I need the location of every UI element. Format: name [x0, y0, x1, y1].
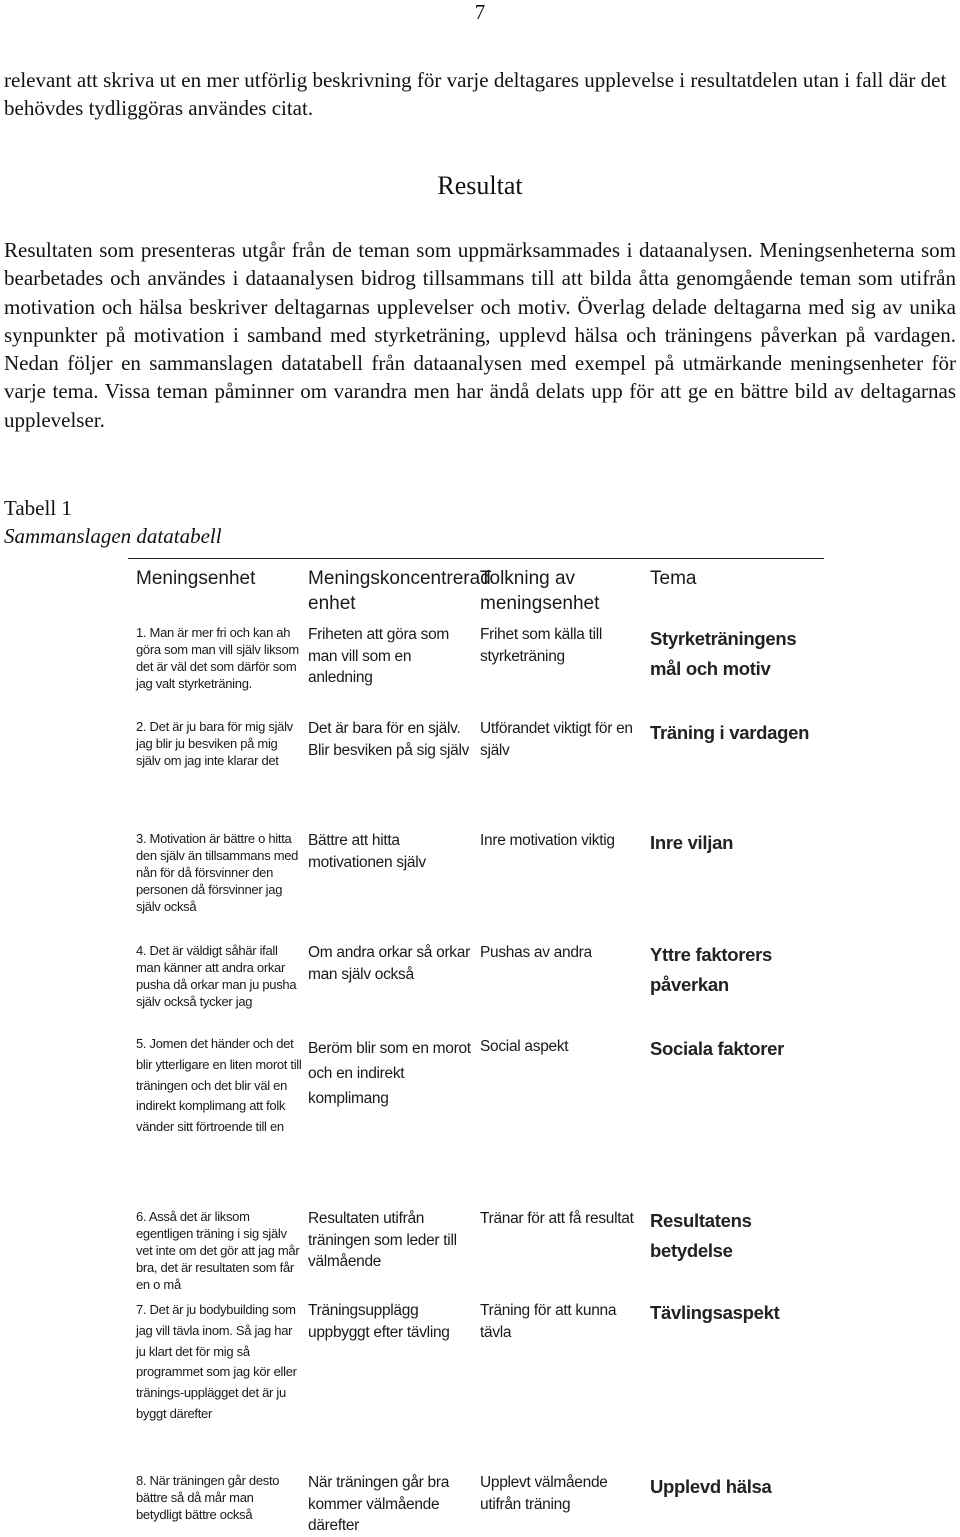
intro-paragraph: relevant att skriva ut en mer utförlig beskrivning för varje deltagares upplevelse i resultatdelen utan i fall där det behövdes tydliggöras användes citat.: [4, 68, 947, 120]
tolkning-cell: Upplevt välmående utifrån träning: [480, 1474, 608, 1513]
meningsenhet-cell: 7. Det är ju bodybuilding som jag vill tävla inom. Så jag har ju klart det för mig så programmet som jag kör eller tränings-upplägget det är ju byggt därefter: [136, 1302, 297, 1421]
header-tema: Tema: [650, 568, 697, 589]
tema-cell: Inre viljan: [650, 832, 734, 853]
header-meningsenhet: Meningsenhet: [136, 568, 256, 589]
kondenserad-cell: När träningen går bra kommer välmående därefter: [308, 1474, 450, 1534]
tolkning-cell: Social aspekt: [480, 1038, 569, 1055]
meningsenhet-cell: 6. Asså det är liksom egentligen träning i sig själv vet inte om det gör att jag mår bra, det är resultaten som får en o må: [136, 1209, 300, 1292]
table-label: Tabell 1: [4, 496, 72, 520]
kondenserad-cell: Beröm blir som en morot och en indirekt komplimang: [308, 1040, 471, 1107]
tema-cell: Resultatens betydelse: [650, 1210, 752, 1261]
meningsenhet-cell: 3. Motivation är bättre o hitta den själv än tillsammans med nån för då försvinner den personen då försvinner jag själv också: [136, 831, 299, 914]
section-heading: Resultat: [437, 171, 523, 200]
kondenserad-cell: Om andra orkar så orkar man själv också: [308, 944, 470, 983]
tolkning-cell: Frihet som källa till styrketräning: [480, 626, 603, 665]
header-meningskoncentrerad: Meningskoncentrerad enhet: [308, 568, 491, 614]
tema-cell: Tävlingsaspekt: [650, 1302, 780, 1323]
tolkning-cell: Träning för att kunna tävla: [480, 1302, 617, 1341]
page-number: 7: [474, 0, 486, 24]
section-paragraph: Resultaten som presenteras utgår från de teman som uppmärksammades i dataanalysen. Meningsenheterna som bearbetades och användes i dataanalysen bidrog tillsammans till att bilda åtta genomgående teman som utifrån motivation och hälsa beskriver deltagarnas upplevelser och motiv. Överlag delade deltagarna med sig av unika synpunkter på motivation i samband med styrketräning, upplevd hälsa och träningens påverkan på vardagen. Nedan följer en sammanslagen datatabell från dataanalysen med exempel på utmärkande meningsenheter för varje tema. Vissa teman påminner om varandra men har ändå delats upp för att ge en bättre bild av deltagarnas upplevelser.: [4, 238, 956, 432]
tema-cell: Träning i vardagen: [650, 722, 810, 743]
header-tolkning: Tolkning av meningsenhet: [480, 568, 600, 614]
tema-cell: Upplevd hälsa: [650, 1476, 772, 1497]
meningsenhet-cell: 1. Man är mer fri och kan ah göra som man vill själv liksom det är väl det som därför som jag valt styrketräning.: [136, 625, 299, 691]
meningsenhet-cell: 5. Jomen det händer och det blir ytterligare en liten morot till träningen och det blir väl en indirekt komplimang att folk vänder sitt förtroende till en: [136, 1036, 302, 1135]
table-caption: Sammanslagen datatabell: [4, 524, 222, 548]
tolkning-cell: Utförandet viktigt för en själv: [480, 720, 633, 759]
tolkning-cell: Inre motivation viktig: [480, 832, 615, 849]
meningsenhet-cell: 4. Det är väldigt såhär ifall man känner att andra orkar pusha då orkar man ju pusha själv också tycker jag: [136, 943, 297, 1009]
tolkning-cell: Pushas av andra: [480, 944, 592, 961]
table-top-rule: [128, 558, 824, 559]
tema-cell: Sociala faktorer: [650, 1038, 785, 1059]
tolkning-cell: Tränar för att få resultat: [480, 1210, 634, 1227]
kondenserad-cell: Friheten att göra som man vill som en anledning: [308, 626, 450, 686]
meningsenhet-cell: 8. När träningen går desto bättre så då mår man betydligt bättre också: [136, 1473, 280, 1522]
kondenserad-cell: Bättre att hitta motivationen själv: [308, 832, 426, 871]
kondenserad-cell: Resultaten utifrån träningen som leder till välmående: [308, 1210, 457, 1270]
meningsenhet-cell: 2. Det är ju bara för mig själv jag blir ju besviken på mig själv om jag inte klarar det: [136, 719, 293, 768]
tema-cell: Styrketräningens mål och motiv: [650, 628, 797, 679]
kondenserad-cell: Träningsupplägg uppbyggt efter tävling: [308, 1302, 450, 1341]
kondenserad-cell: Det är bara för en själv. Blir besviken på sig själv: [308, 720, 470, 759]
tema-cell: Yttre faktorers påverkan: [650, 944, 772, 995]
